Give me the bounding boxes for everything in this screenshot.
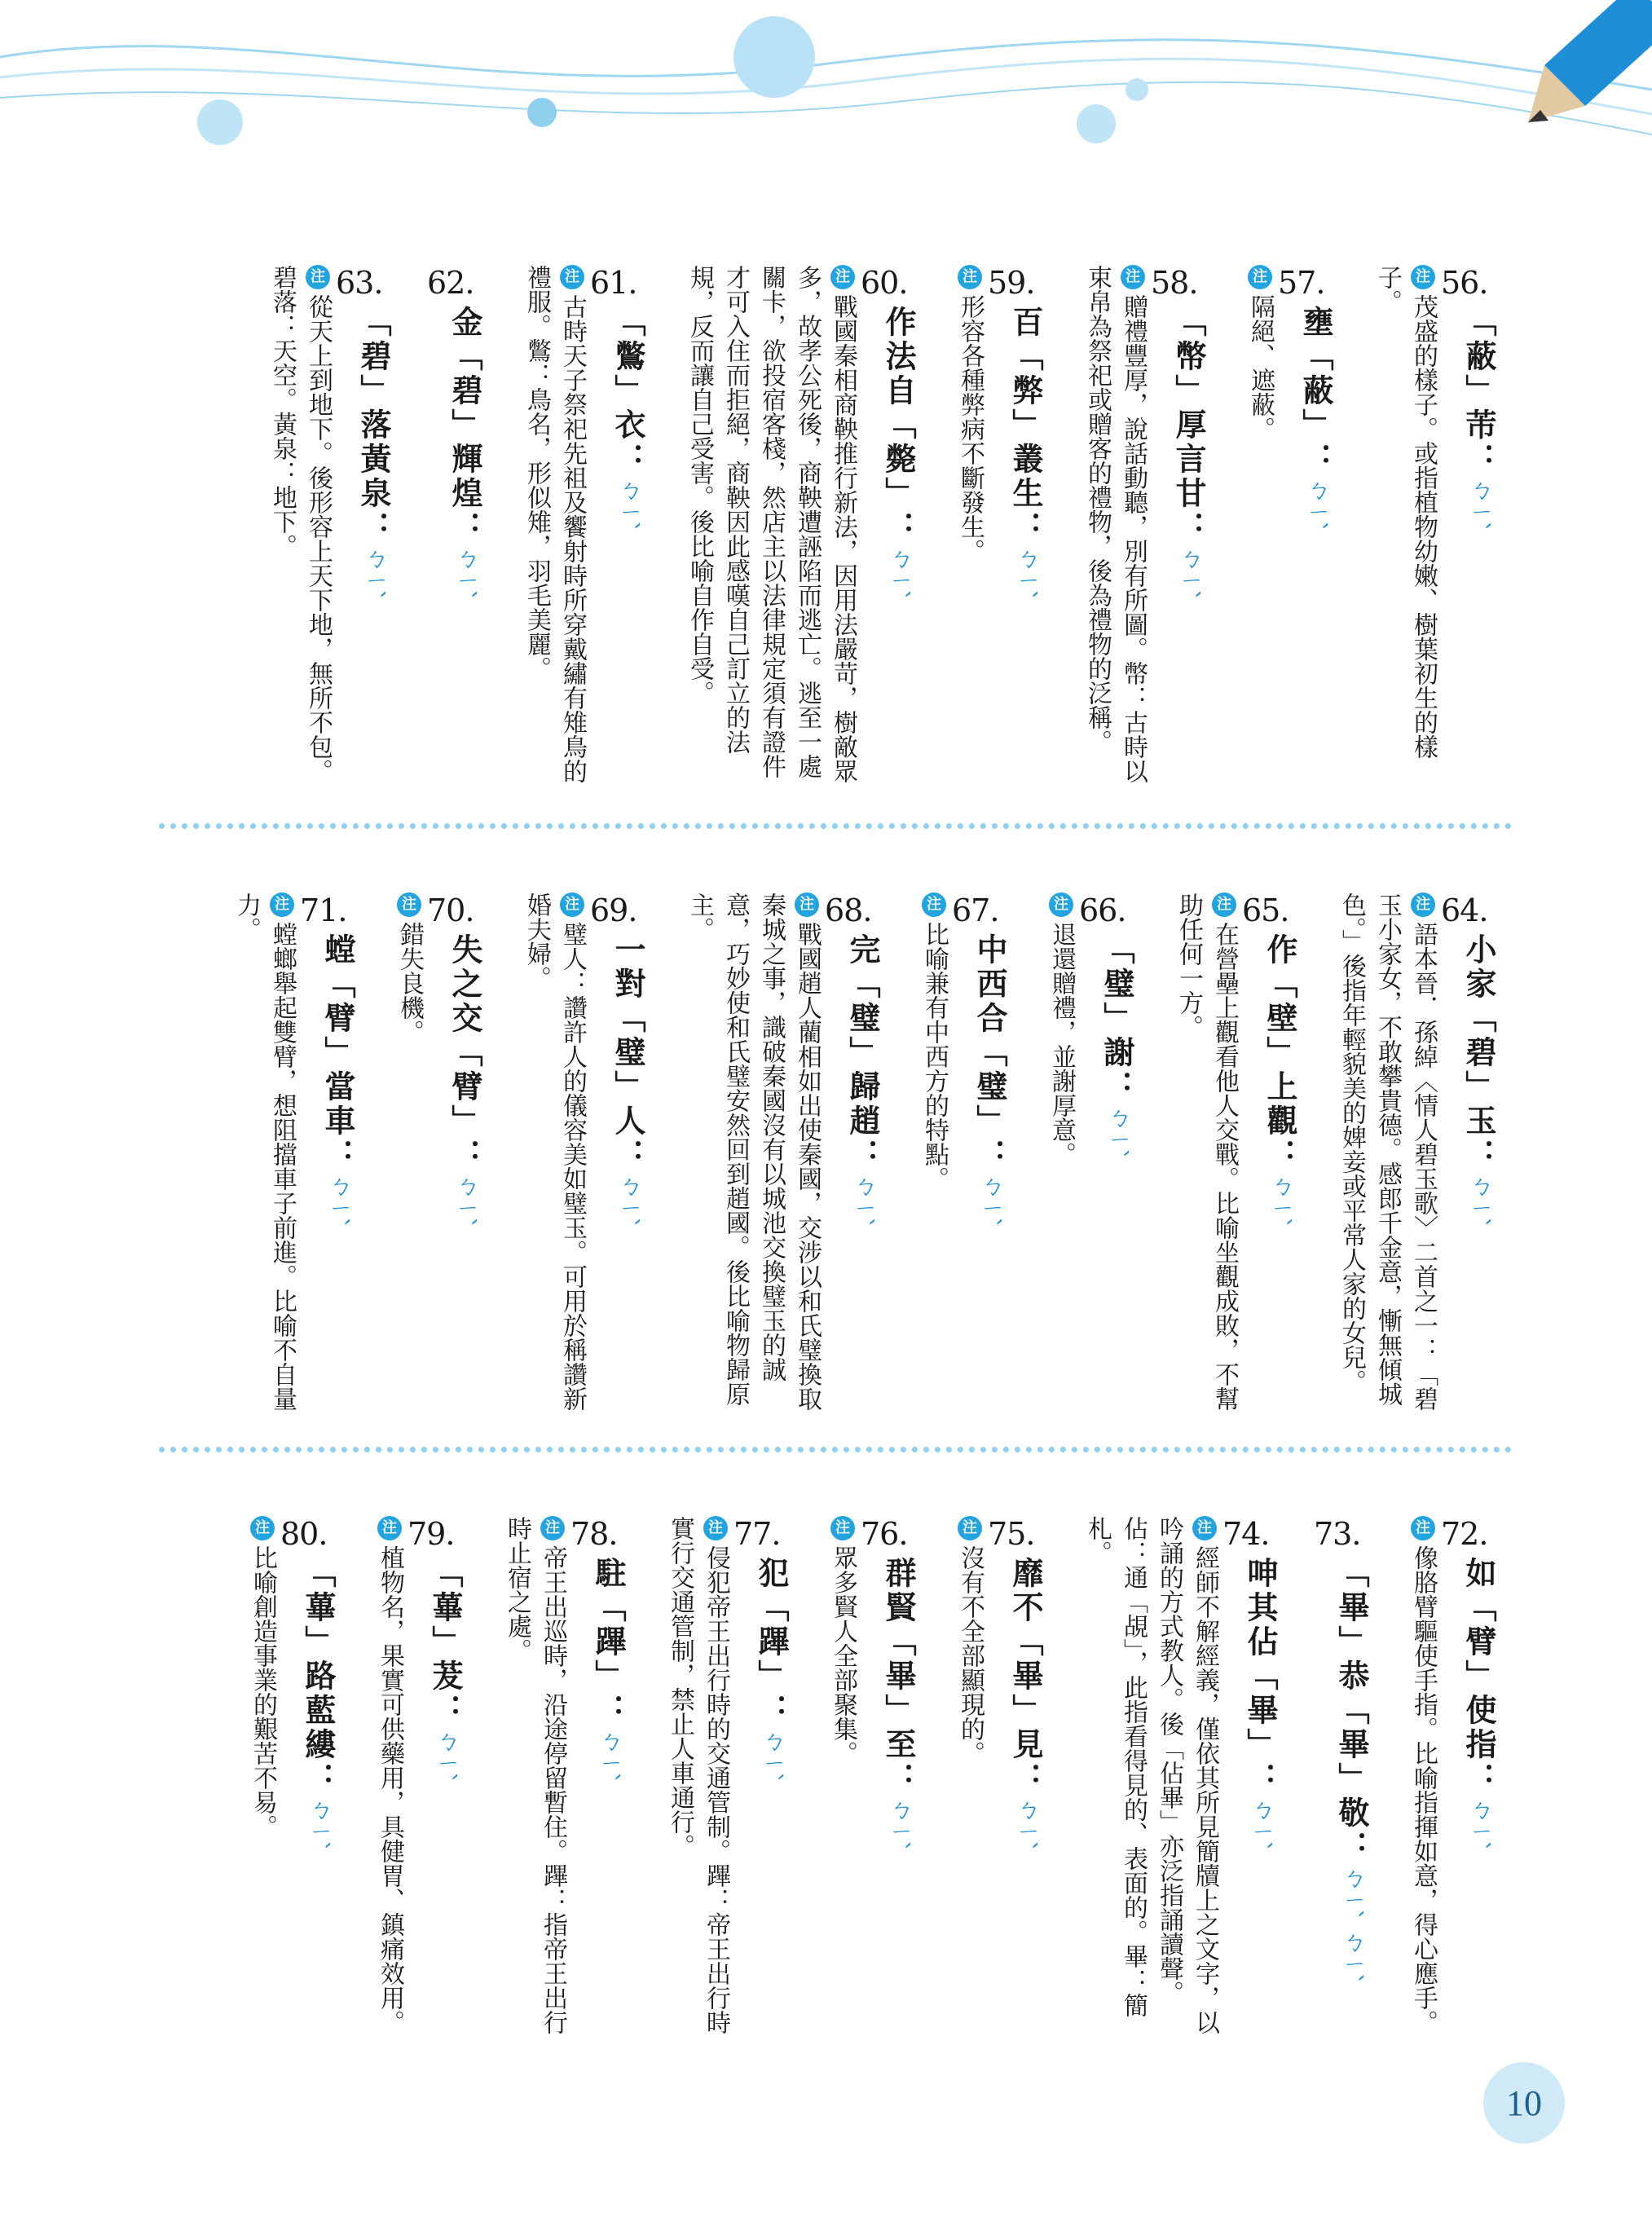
entry-zhuyin: ㄅㄧˋ <box>1302 477 1330 533</box>
entry-number: 79. <box>407 1516 455 1552</box>
pencil-icon <box>1512 0 1652 139</box>
entry-term: 「蓽」路藍縷： <box>300 1557 337 1796</box>
note-icon: 注 <box>270 892 294 917</box>
entry-number: 66. <box>1079 892 1126 928</box>
entry-term: 壅「蔽」： <box>1297 306 1334 477</box>
entry-note: 戰國秦相商鞅推行新法，因用法嚴苛，樹敵眾多，故孝公死後，商鞅遭誣陷而逃亡。逃至一處關卡，欲投宿客棧，然店主以法律規定須有證件才可入住而拒絕，商鞅因此感嘆自己訂立的法規，反而讓自己受害。後比喻自作自受。 <box>685 265 857 783</box>
note-icon: 注 <box>1121 265 1145 289</box>
entry <box>1405 1516 1516 2034</box>
entry <box>244 1516 355 1853</box>
entry <box>681 892 900 1414</box>
entry-number: 69. <box>590 892 637 928</box>
dotted-divider <box>159 823 1512 829</box>
note-icon: 注 <box>1212 892 1236 917</box>
entry-note: 螳螂舉起雙臂，想阻擋車子前進。比喻不自量力。 <box>232 892 297 1411</box>
entry <box>681 265 936 795</box>
note-icon: 注 <box>703 1516 728 1540</box>
entry-number: 58. <box>1151 265 1198 301</box>
entry <box>518 265 665 795</box>
entry-note: 帝王出巡時，沿途停留暫住。蹕：指帝王出行時止宿之處。 <box>503 1516 567 2034</box>
entry-number: 59. <box>988 265 1035 301</box>
bubble <box>197 99 243 145</box>
entry <box>1079 265 1226 795</box>
bubble <box>527 98 557 127</box>
entry-note: 沒有不全部顯現的。 <box>956 1545 985 1765</box>
note-icon: 注 <box>250 1516 275 1540</box>
note-icon: 注 <box>830 265 855 289</box>
entry-number: 76. <box>861 1516 908 1552</box>
entry-zhuyin: ㄅㄧˋ <box>1011 545 1040 602</box>
entry-zhuyin: ㄅㄧˋ <box>431 1728 460 1784</box>
note-icon: 注 <box>1411 1516 1435 1540</box>
entry-term: 「幣」厚言甘： <box>1170 306 1207 545</box>
entry-term: 靡不「畢」見： <box>1007 1557 1044 1796</box>
entry-zhuyin: ㄅㄧˋ <box>451 1173 479 1229</box>
entries-section-3 <box>130 1516 1516 2038</box>
wave-line <box>0 59 1652 114</box>
entry-zhuyin: ㄅㄧˋ <box>1011 1796 1040 1853</box>
entry-note: 錯失良機。 <box>395 922 424 1044</box>
entry <box>499 1516 645 2038</box>
note-icon: 注 <box>377 1516 402 1540</box>
entry-term: 金「碧」輝煌： <box>447 306 483 545</box>
note-icon: 注 <box>1049 892 1073 917</box>
entry-number: 71. <box>300 892 347 928</box>
entry-zhuyin: ㄅㄧˋ <box>884 1796 913 1853</box>
note-icon: 注 <box>958 1516 982 1540</box>
note-icon: 注 <box>1411 892 1435 917</box>
entry <box>1242 265 1353 533</box>
entry-term: 作「壁」上觀： <box>1262 933 1298 1173</box>
entry-zhuyin: ㄅㄧˋ <box>324 1173 352 1229</box>
header-decoration <box>0 0 1652 212</box>
entry-note: 植物名，果實可供藥用，具健胃、鎮痛效用。 <box>376 1545 404 2034</box>
dotted-divider <box>159 1447 1512 1452</box>
entry-zhuyin: ㄅㄧˋ <box>1465 477 1493 533</box>
entry <box>952 265 1063 602</box>
entry-zhuyin: ㄅㄧˋ <box>757 1728 786 1784</box>
entry-note: 茂盛的樣子。或指植物幼嫩、樹葉初生的樣子。 <box>1373 265 1438 759</box>
entry-note: 璧人：讚許人的儀容美如璧玉。可用於稱讚新婚夫婦。 <box>522 892 587 1411</box>
entry-number: 74. <box>1222 1516 1270 1552</box>
entry-note: 隔絕、遮蔽。 <box>1246 294 1275 441</box>
entry-zhuyin: ㄅㄧˋ <box>1246 1796 1275 1853</box>
entry-term: 小家「碧」玉： <box>1460 933 1497 1173</box>
entry-number: 60. <box>861 265 908 301</box>
note-icon: 注 <box>560 892 584 917</box>
entry-term: 「蓽」茇： <box>427 1557 464 1728</box>
entry-number: 67. <box>952 892 999 928</box>
entry-zhuyin: ㄅㄧˋ <box>594 1728 623 1784</box>
entry-note: 形容各種弊病不斷發生。 <box>956 294 985 563</box>
note-icon: 注 <box>560 265 584 289</box>
note-icon: 注 <box>1248 265 1272 289</box>
entry-number: 72. <box>1441 1516 1488 1552</box>
entry <box>518 892 665 1414</box>
bubble <box>1077 104 1116 143</box>
entry <box>1314 1516 1389 1985</box>
entry-number: 80. <box>280 1516 328 1552</box>
entry-term: 群賢「畢」至： <box>880 1557 917 1796</box>
entry-note: 戰國趙人藺相如出使秦國，交涉以和氏璧換取秦城之事，識破秦國沒有以城池交換璧玉的誠意，巧妙使和氏璧安然回到趙國。後比喻物歸原主。 <box>685 892 822 1411</box>
entry-number: 62. <box>427 265 474 301</box>
entry <box>372 1516 482 2034</box>
entry-zhuyin: ㄅㄧˋ <box>304 1796 333 1853</box>
entry-note: 在營壘上觀看他人交戰。比喻坐觀成敗，不幫助任何一方。 <box>1174 892 1239 1411</box>
entry <box>1369 265 1516 795</box>
entry-number: 68. <box>825 892 872 928</box>
entry-note: 侵犯帝王出行時的交通管制。蹕：帝王出行時實行交通管制，禁止人車通行。 <box>666 1516 730 2034</box>
entry-zhuyin: ㄅㄧˋ <box>614 477 642 533</box>
entry-number: 57. <box>1278 265 1325 301</box>
entry-term: 「蔽」芾： <box>1460 306 1497 477</box>
wave-line <box>0 40 1652 90</box>
entry-note: 語本晉．孫綽〈情人碧玉歌〉二首之一：「碧玉小家女，不敢攀貴德。感郎千金意，慚無傾城色。」後指年輕貌美的婢妾或平常人家的女兒。 <box>1337 892 1438 1411</box>
note-icon: 注 <box>922 892 946 917</box>
entry <box>1079 1516 1297 2038</box>
entry <box>1170 892 1317 1414</box>
note-icon: 注 <box>795 892 819 917</box>
entry-term: 「鷩」衣： <box>610 306 646 477</box>
entry-number: 63. <box>336 265 383 301</box>
entry-term: 呻其佔「畢」： <box>1242 1557 1279 1796</box>
entry-note: 眾多賢人全部聚集。 <box>829 1545 857 1765</box>
note-icon: 注 <box>830 1516 855 1540</box>
entry-term: 失之交「臂」： <box>447 933 483 1173</box>
entry-note: 古時天子祭祀先祖及饗射時所穿戴繡有雉鳥的禮服。鷩：鳥名，形似雉，羽毛美麗。 <box>522 265 587 783</box>
entry-zhuyin: ㄅㄧˋ <box>1103 1104 1131 1161</box>
note-icon: 注 <box>1411 265 1435 289</box>
entry-term: 「璧」謝： <box>1099 933 1135 1104</box>
entry-zhuyin: ㄅㄧˋ <box>451 545 479 602</box>
entry-number: 70. <box>427 892 474 928</box>
entry <box>1043 892 1154 1166</box>
entry <box>952 1516 1063 1853</box>
entry-number: 73. <box>1314 1516 1361 1552</box>
entry <box>264 265 411 795</box>
entry-zhuyin: ㄅㄧˋ <box>1465 1173 1493 1229</box>
entry-zhuyin: ㄅㄧˋ <box>976 1173 1004 1229</box>
entry-term: 如「臂」使指： <box>1460 1557 1497 1796</box>
entry-number: 56. <box>1441 265 1488 301</box>
entry-term: 作法自「斃」： <box>880 306 917 545</box>
note-icon: 注 <box>958 265 982 289</box>
entry <box>391 892 502 1229</box>
entry-number: 77. <box>733 1516 781 1552</box>
page-number: 10 <box>1483 2062 1565 2144</box>
entry-zhuyin: ㄅㄧˋ <box>848 1173 877 1229</box>
entry-note: 從天上到地下。後形容上天下地，無所不包。碧落：天空。黃泉：地下。 <box>268 265 333 783</box>
entry-zhuyin: ㄅㄧˋ <box>1465 1796 1493 1853</box>
entry-number: 78. <box>570 1516 618 1552</box>
entry-note: 比喻兼有中西方的特點。 <box>920 922 949 1191</box>
entry-zhuyin: ㄅㄧˋ <box>614 1173 642 1229</box>
entries-section-1 <box>130 265 1516 795</box>
entry-term: 一對「璧」人： <box>610 933 646 1173</box>
entry-zhuyin: ㄅㄧˋ ㄅㄧˋ <box>1337 1865 1366 1985</box>
note-icon: 注 <box>1192 1516 1217 1540</box>
note-icon: 注 <box>540 1516 565 1540</box>
entry-note: 像胳臂驅使手指。比喻指揮如意，得心應手。 <box>1409 1545 1438 2034</box>
entry-number: 61. <box>590 265 637 301</box>
entry-number: 65. <box>1242 892 1289 928</box>
entry <box>1333 892 1516 1414</box>
entry <box>825 1516 936 1853</box>
entry-zhuyin: ㄅㄧˋ <box>1174 545 1203 602</box>
entry-number: 64. <box>1441 892 1488 928</box>
wave-line <box>0 82 1652 134</box>
bubble <box>1126 78 1148 101</box>
entry-number: 75. <box>988 1516 1035 1552</box>
entry-term: 中西合「璧」： <box>971 933 1008 1173</box>
entry <box>427 265 502 602</box>
entry-zhuyin: ㄅㄧˋ <box>359 545 388 602</box>
entry <box>228 892 375 1414</box>
entry <box>662 1516 808 2038</box>
note-icon: 注 <box>306 265 330 289</box>
entry-note: 退還贈禮，並謝厚意。 <box>1047 922 1076 1166</box>
entries-section-2 <box>130 892 1516 1414</box>
entry-zhuyin: ㄅㄧˋ <box>884 545 913 602</box>
bubble <box>733 16 815 98</box>
entry-note: 比喻創造事業的艱苦不易。 <box>249 1545 277 1839</box>
entry-zhuyin: ㄅㄧˋ <box>1266 1173 1294 1229</box>
entry-term: 「畢」恭「畢」敬： <box>1333 1557 1370 1865</box>
entry-term: 百「弊」叢生： <box>1007 306 1044 545</box>
entry-term: 螳「臂」當車： <box>319 933 356 1173</box>
entry-note: 經師不解經義，僅依其所見簡牘上之文字，以吟誦的方式教人。後「佔畢」亦泛指誦讀聲。佔：通「覘」，此指看得見的、表面的。畢：簡札。 <box>1083 1516 1219 2034</box>
entry-term: 完「璧」歸趙： <box>844 933 881 1173</box>
entry-term: 犯「蹕」： <box>753 1557 790 1728</box>
note-icon: 注 <box>397 892 421 917</box>
entry-term: 駐「蹕」： <box>590 1557 627 1728</box>
entry <box>916 892 1027 1229</box>
entry-note: 贈禮豐厚，說話動聽，別有所圖。幣：古時以束帛為祭祀或贈客的禮物，後為禮物的泛稱。 <box>1083 265 1148 783</box>
entry-term: 「碧」落黃泉： <box>355 306 392 545</box>
